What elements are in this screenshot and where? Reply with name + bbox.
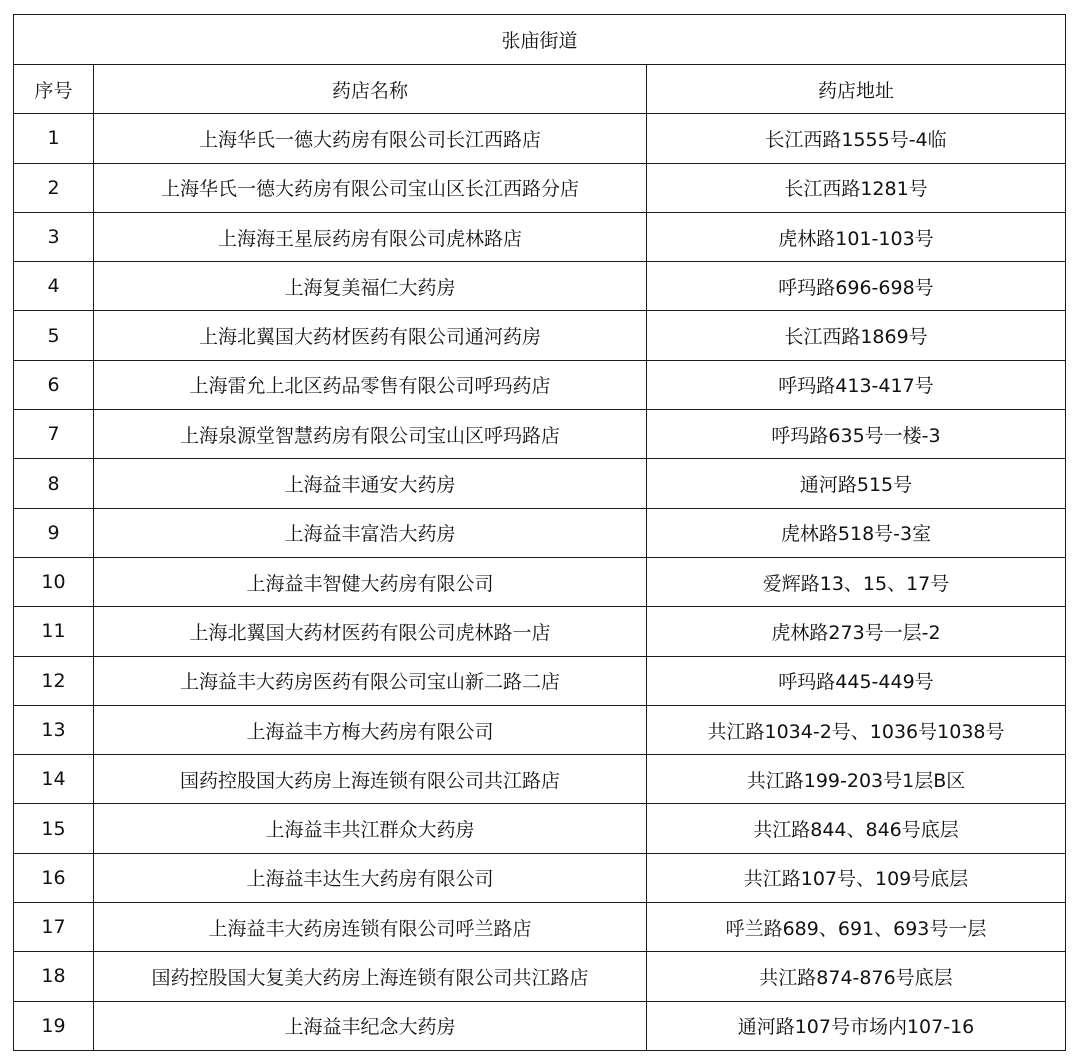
pharmacy-name: 上海益丰大药房医药有限公司宝山新二路二店 [94,656,647,705]
pharmacy-address: 呼玛路445-449号 [647,656,1066,705]
pharmacy-name: 上海益丰共江群众大药房 [94,804,647,853]
header-name: 药店名称 [94,65,647,114]
pharmacy-address: 通河路107号市场内107-16 [647,1001,1066,1050]
pharmacy-address: 呼兰路689、691、693号一层 [647,903,1066,952]
row-number: 6 [14,360,94,409]
pharmacy-address: 共江路844、846号底层 [647,804,1066,853]
pharmacy-name: 国药控股国大药房上海连锁有限公司共江路店 [94,755,647,804]
row-number: 13 [14,705,94,754]
table-row [14,360,1066,409]
pharmacy-name: 上海华氏一德大药房有限公司长江西路店 [94,114,647,163]
table-row [14,163,1066,212]
row-number: 5 [14,311,94,360]
table-row [14,607,1066,656]
pharmacy-address: 虎林路273号一层-2 [647,607,1066,656]
pharmacy-address: 呼玛路635号一楼-3 [647,410,1066,459]
table-header-row [14,65,1066,114]
table-row [14,557,1066,606]
pharmacy-name: 上海益丰智健大药房有限公司 [94,557,647,606]
pharmacy-address: 长江西路1555号-4临 [647,114,1066,163]
pharmacy-name: 上海华氏一德大药房有限公司宝山区长江西路分店 [94,163,647,212]
table-row [14,903,1066,952]
table-row [14,311,1066,360]
table-row [14,262,1066,311]
row-number: 4 [14,262,94,311]
table-row [14,410,1066,459]
table-row [14,853,1066,902]
header-no: 序号 [14,65,94,114]
pharmacy-name: 上海益丰方梅大药房有限公司 [94,705,647,754]
pharmacy-name: 国药控股国大复美大药房上海连锁有限公司共江路店 [94,952,647,1001]
row-number: 10 [14,557,94,606]
pharmacy-address: 虎林路101-103号 [647,212,1066,261]
row-number: 8 [14,459,94,508]
table-row [14,952,1066,1001]
row-number: 18 [14,952,94,1001]
table-row [14,508,1066,557]
pharmacy-name: 上海雷允上北区药品零售有限公司呼玛药店 [94,360,647,409]
pharmacy-name: 上海益丰通安大药房 [94,459,647,508]
table-body [14,114,1066,1051]
table-row [14,114,1066,163]
table-row [14,656,1066,705]
row-number: 11 [14,607,94,656]
pharmacy-address: 共江路199-203号1层B区 [647,755,1066,804]
pharmacy-name: 上海益丰纪念大药房 [94,1001,647,1050]
row-number: 1 [14,114,94,163]
table-row [14,212,1066,261]
pharmacy-name: 上海益丰达生大药房有限公司 [94,853,647,902]
row-number: 3 [14,212,94,261]
pharmacy-name: 上海泉源堂智慧药房有限公司宝山区呼玛路店 [94,410,647,459]
pharmacy-address: 爱辉路13、15、17号 [647,557,1066,606]
row-number: 14 [14,755,94,804]
table-row [14,1001,1066,1050]
pharmacy-name: 上海益丰大药房连锁有限公司呼兰路店 [94,903,647,952]
table-row [14,705,1066,754]
pharmacy-name: 上海北翼国大药材医药有限公司通河药房 [94,311,647,360]
pharmacy-address: 共江路874-876号底层 [647,952,1066,1001]
pharmacy-address: 呼玛路696-698号 [647,262,1066,311]
pharmacy-address: 共江路107号、109号底层 [647,853,1066,902]
pharmacy-address: 通河路515号 [647,459,1066,508]
header-address: 药店地址 [647,65,1066,114]
table-title: 张庙街道 [14,15,1066,65]
table-row [14,804,1066,853]
row-number: 19 [14,1001,94,1050]
row-number: 2 [14,163,94,212]
pharmacy-address: 共江路1034-2号、1036号1038号 [647,705,1066,754]
pharmacy-address: 长江西路1869号 [647,311,1066,360]
table-title-row [14,15,1066,65]
row-number: 17 [14,903,94,952]
pharmacy-address: 虎林路518号-3室 [647,508,1066,557]
row-number: 16 [14,853,94,902]
pharmacy-table [13,14,1066,1051]
table-row [14,755,1066,804]
pharmacy-name: 上海海王星辰药房有限公司虎林路店 [94,212,647,261]
pharmacy-name: 上海益丰富浩大药房 [94,508,647,557]
row-number: 12 [14,656,94,705]
row-number: 9 [14,508,94,557]
pharmacy-name: 上海北翼国大药材医药有限公司虎林路一店 [94,607,647,656]
table-row [14,459,1066,508]
row-number: 15 [14,804,94,853]
row-number: 7 [14,410,94,459]
pharmacy-address: 长江西路1281号 [647,163,1066,212]
pharmacy-name: 上海复美福仁大药房 [94,262,647,311]
pharmacy-address: 呼玛路413-417号 [647,360,1066,409]
